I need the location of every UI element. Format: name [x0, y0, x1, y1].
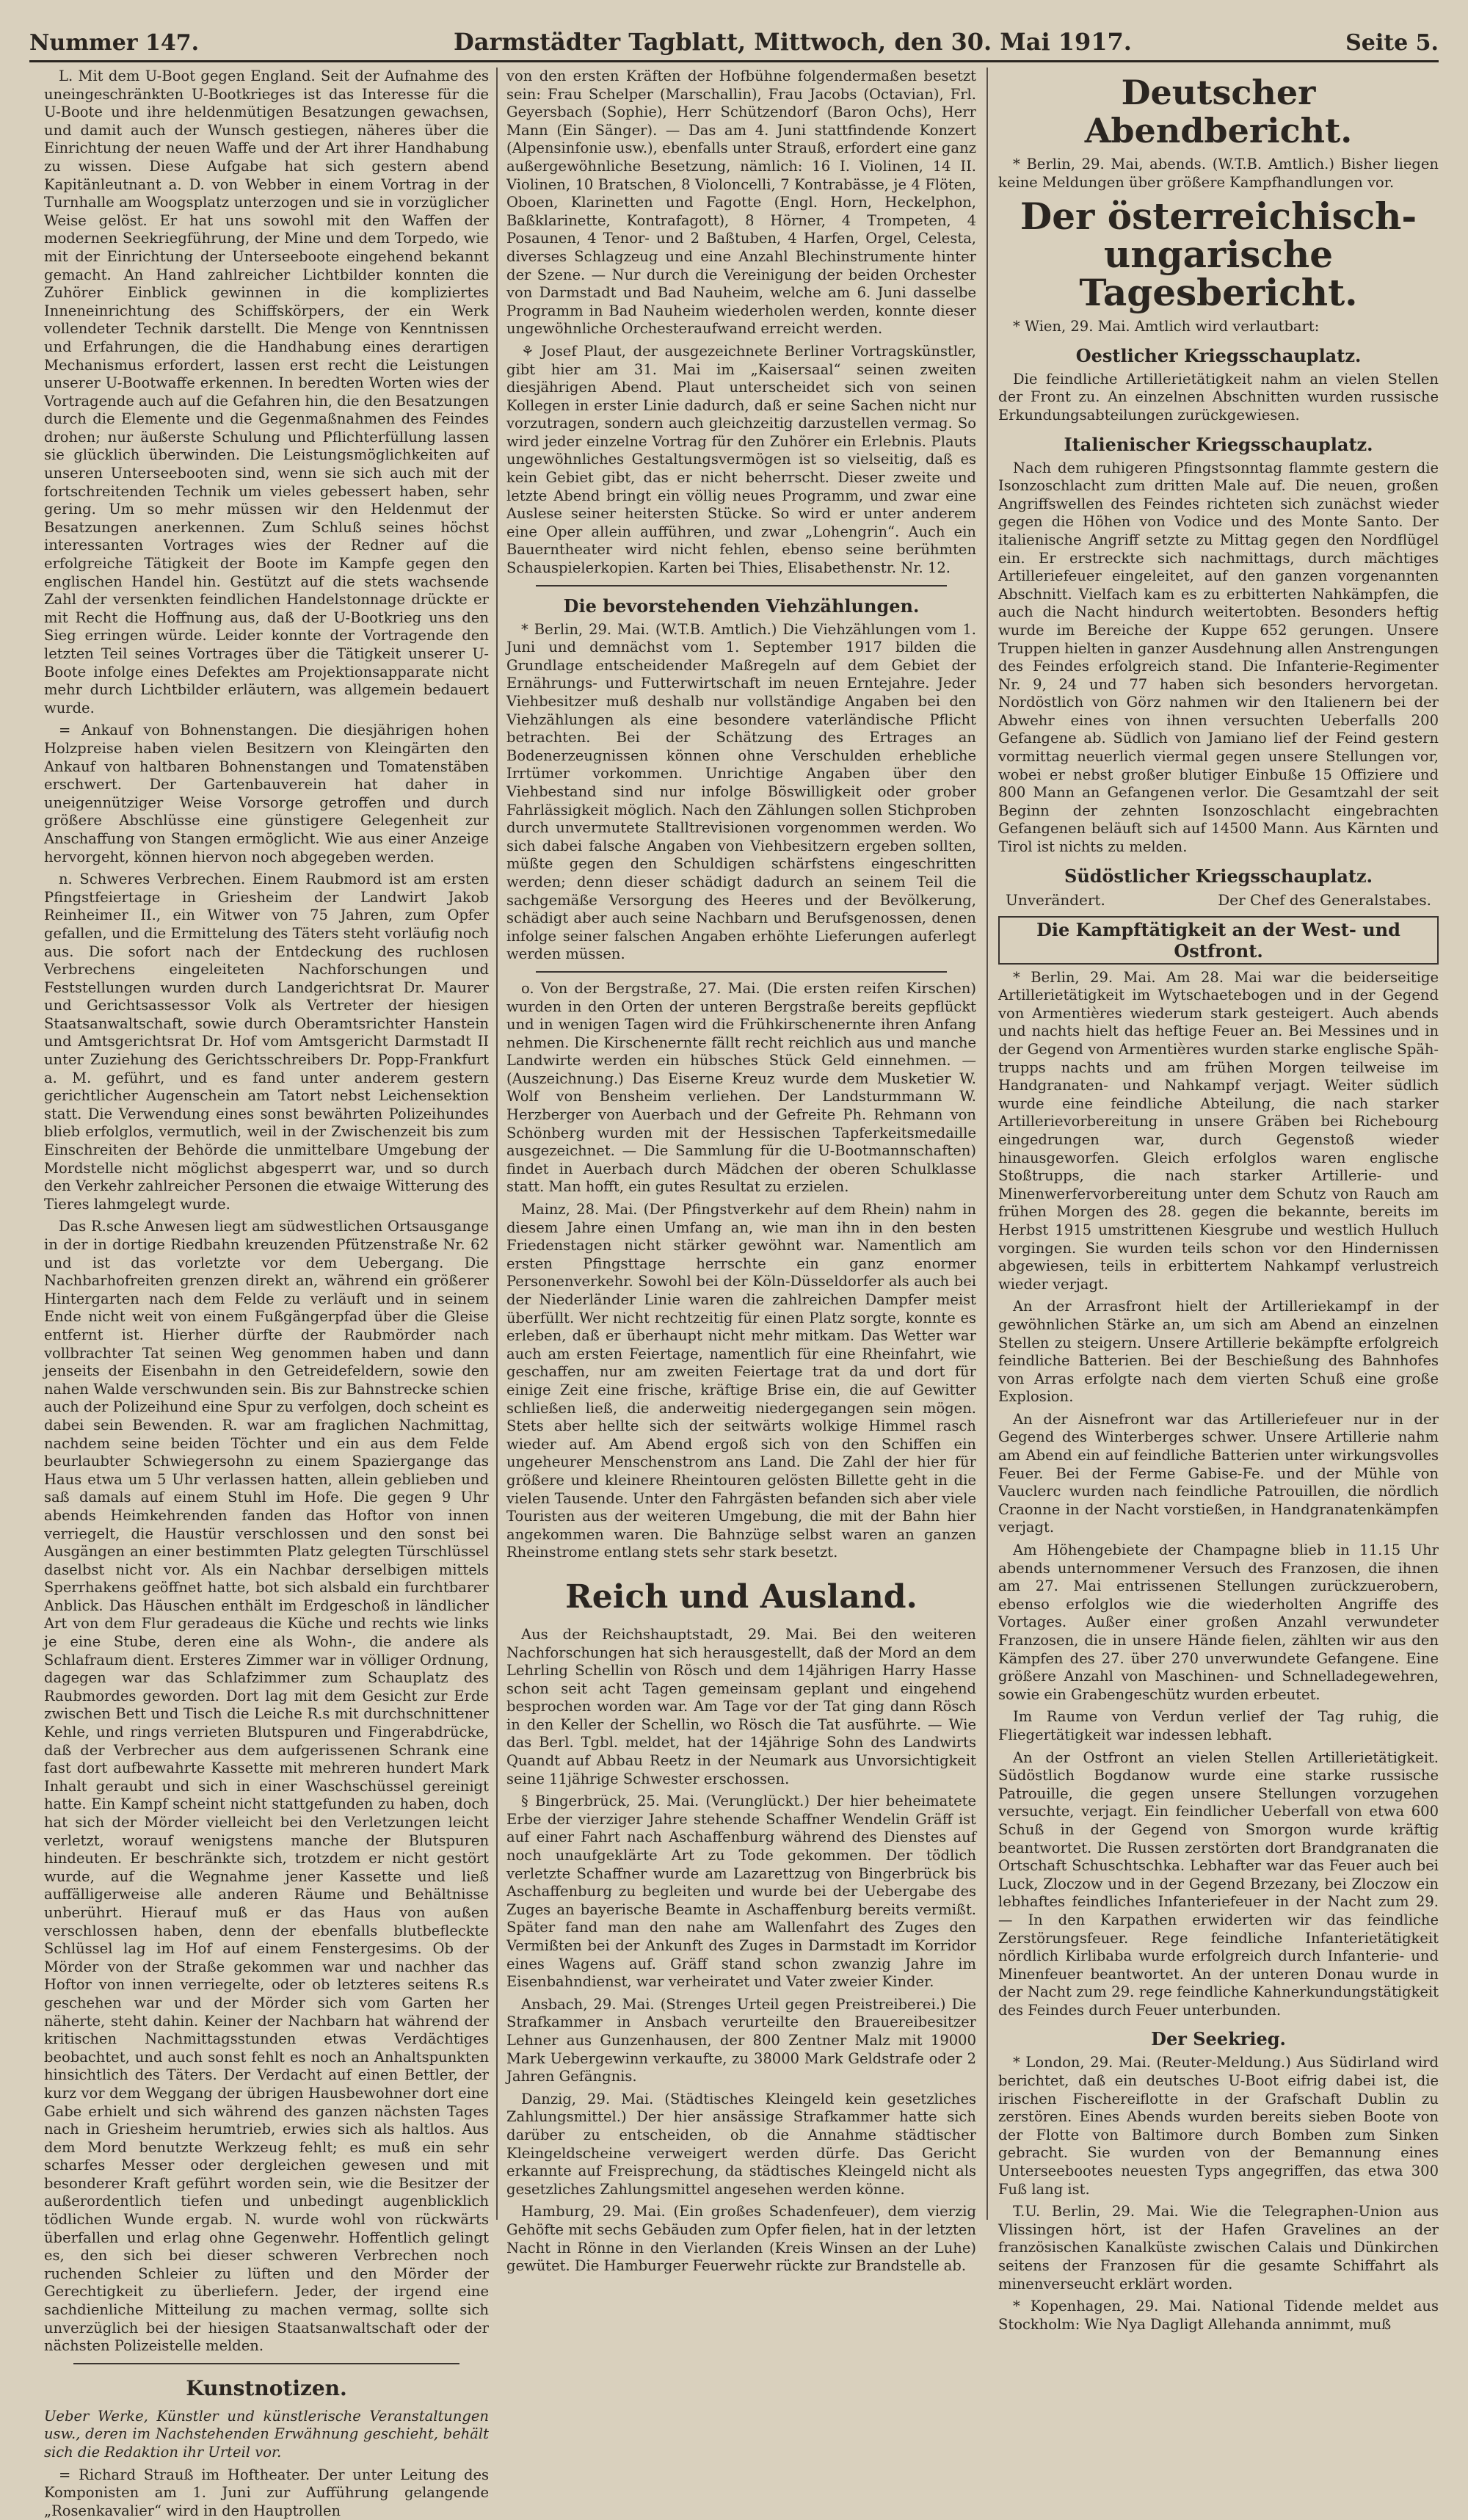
article-viehzaehlungen: * Berlin, 29. Mai. (W.T.B. Amtlich.) Die Viehzählungen vom 1. Juni und demnächst vom 1. September 1917 bilden die Grundlage entscheidender Maßregeln auf dem Gebiet der Ernährungs- und Futterwirtschaft im neuen Erntejahre. Jeder Viehbesitzer muß deshalb nur vollständige Angaben bei den Viehzählungen als eine besondere vaterländische Pflicht betrachten. Bei der Schätzung des Ertrages an Bodenerzeugnissen können ohne Verschulden erhebliche Irrtümer vorkommen. Unrichtige Angaben über den Viehbestand sind nur infolge Böswilligkeit oder grober Fahrlässigkeit möglich. Nach den Zählungen sollen Stichproben durch unvermutete Stalltrevisionen vorgenommen werden. Wo sich dabei falsche Angaben von Viehbesitzern ergeben sollten, müßte gegen den Schuldigen schärfstens eingeschritten werden; denn dieser schädigt dadurch an seinem Teil die sachgemäße Versorgung des Heeres und der Bevölkerung, schädigt aber auch seine Nachbarn und Berufsgenossen, denen infolge seiner falschen Angaben erhöhte Lieferungen auferlegt werden müssen. — [506, 620, 976, 963]
article-mainz: Mainz, 28. Mai. (Der Pfingstverkehr auf dem Rhein) nahm in diesem Jahre einen Umfang an, wie man ihn in den besten Friedenstagen nicht stärker gewöhnt war. Namentlich am ersten Pfingsttage herrschte ein ganz enormer Personenverkehr. Sowohl bei der Köln-Düsseldorfer als auch bei der Niederländer Linie waren die zahlreichen Dampfer meist überfüllt. Wer nicht rechtzeitig für einen Platz sorgte, konnte es erleben, daß er überhaupt nicht mehr mitkam. Das Wetter war auch am ersten Feiertage, namentlich für eine Rheinfahrt, wie geschaffen, nur am zweiten Feiertage trat da und dort für einige Zeit eine frische, kräftige Brise ein, die auf Gewitter schließen ließ, die anderweitig niedergegangen sein mögen. Stets aber hellte sich der seitwärts wolkige Himmel rasch wieder auf. Am Abend ergoß sich von den Schiffen ein ungeheurer Menschenstrom ans Land. Die Zahl der hier für größere und kleinere Rheintouren gelösten Billette geht in die vielen Tausende. Unter den Fahrgästen befanden sich aber viele Touristen aus der weiteren Umgebung, die mit der Bahn hier angekommen waren. Die Bahnzüge selbst waren an ganzen Rheinstrome entlang stets sehr stark besetzt. — [506, 1201, 976, 1561]
masthead — [29, 15, 1439, 56]
article-verbrechen: n. Schweres Verbrechen. Einem Raubmord ist am ersten Pfingstfeiertage in Griesheim der Landwirt Jakob Reinheimer II., ein Witwer von 75 Jahren, zum Opfer gefallen, und die Ermittelung des Täters steht vorläufig noch aus. Die sofort nach der Entdeckung des ruchlosen Verbrechens eingeleiteten Nachforschungen und Feststellungen wurden durch Landgerichtsrat Dr. Maurer und Gerichtsassessor Volk als Vertreter der hiesigen Staatsanwaltschaft, sowie durch Oberamtsrichter Hanstein und Amtsgerichtsrat Dr. Hof vom Amtsgericht Darmstadt II unter Zuziehung des Gerichtsschreibers Dr. Popp-Frankfurt a. M. geführt, und es fand unter anderem gestern gerichtlicher Augenschein am Tatort nebst Leichensektion statt. Die Verwendung eines sonst bewährten Polizeihundes blieb erfolglos, vermutlich, weil in der Zwischenzeit bis zum Einschreiten der Behörde die unmittelbare Umgebung der Mordstelle nicht möglichst abgesperrt war, und so durch den Verkehr zahlreicher Personen die etwaige Witterung des Tieres lahmgelegt wurde. — [44, 871, 489, 1213]
column-divider — [496, 68, 498, 2220]
article-ostfront: An der Ostfront an vielen Stellen Artillerietätigkeit. Südöstlich Bogdanow wurde eine starke russische Patrouille, die gegen unsere Stellungen vorzugehen versuchte, verjagt. Ein feindlicher Ueberfall von etwa 600 Schuß in der Gegend von Smorgon wurde kräftig beantwortet. Die Russen zerstörten dort Brandgranaten die Ortschaft Schuschtschka. Lebhafter war das Feuer auch bei Luck, Zloczow und in der Gegend Brzezany, bei Zloczow ein lebhaftes feindliches Infanteriefeuer in der Nacht zum 29. — In den Karpathen erwiderten wir das feindliche Zerstörungsfeuer. Rege feindliche Infanterietätigkeit nördlich Kirlibaba wurde erfolgreich durch Infanterie- und Minenfeuer beantwortet. An der unteren Donau wurde in der Nacht zum 29. rege feindliche Kahnerkundungstätigkeit des Feindes durch Feuer unterbunden. — [998, 1749, 1439, 2019]
article-verdun: Im Raume von Verdun verlief der Tag ruhig, die Fliegertätigkeit war indessen lebhaft. — [998, 1708, 1439, 1743]
article-westfront: * Berlin, 29. Mai. Am 28. Mai war die beiderseitige Artillerietätigkeit im Wytschaetebogen und in der Gegend von Armentières wiederum stark gesteigert. Auch abends und nachts hielt das heftige Feuer an. Bei Messines und in der Gegend von Armentières wurden starke englische Spähtrupps nachts und am frühen Morgen teilweise im Handgranaten- und Nahkampf verjagt. Weiter südlich wurde eine feindliche Abteilung, die nach starker Artillerievorbereitung in unsere Gräben bei Richebourg eingedrungen war, durch Gegenstoß wieder hinausgeworfen. Gleich erfolglos waren englische Stoßtrupps, die nach starker Artillerie- und Minenwerfervorbereitung unter dem Schutz von Rauch am frühen Morgen des 28. gegen die bekannte, bereits im Herbst 1915 umstrittenen Kiesgrube und westlich Hulluch vorgingen. Sie wurden teils schon vor den Hindernissen abgewiesen, teils in erbittertem Nahkampf verlustreich wieder verjagt. — [998, 968, 1439, 1293]
newspaper-title: Darmstädter Tagblatt, Mittwoch, den 30. Mai 1917. — [454, 28, 1132, 56]
article-italienisch: Nach dem ruhigeren Pfingstsonntag flammte gestern die Isonzoschlacht zum dritten Male auf. Die neuen, großen Angriffswellen des Feindes richteten sich zunächst wieder gegen die Höhen von Vodice und des Monte Santo. Der italienische Angriff setzte zu Mittag gegen den Nordflügel ein. Er erstreckte sich nachmittags, durch mächtiges Artilleriefeuer eingeleitet, auf den ganzen vorgenannten Abschnitt. Vielfach kam es zu erbitterten Nahkämpfen, die auch die Nacht hindurch weitertobten. Besonders heftig wurde im Bereiche der Kuppe 652 gerungen. Unsere Truppen hielten in ganzer Ausdehnung allen Anstrengungen des Feindes erfolgreich stand. Die Infanterie-Regimenter Nr. 9, 24 und 77 haben sich besonders hervorgetan. Nordöstlich von Görz nahmen wir den Italienern bei der Abwehr eines von ihnen versuchten Ueberfalls 200 Gefangene ab. Südlich von Jamiano lief der Feind gestern vormittag neuerlich viermal gegen unsere Stellungen vor, wobei er nebst großer blutiger Einbuße 15 Offiziere und 800 Mann an Gefangenen verlor. Die Gesamtzahl der seit Beginn der zehnten Isonzoschlacht eingebrachten Gefangenen beläuft sich auf 14500 Mann. Aus Kärnten und Tirol ist nichts zu melden. — [998, 459, 1439, 856]
headline-viehzaehlungen: Die bevorstehenden Viehzählungen. — [563, 595, 920, 617]
headline-suedoestlich: Südöstlicher Kriegsschauplatz. — [1064, 865, 1373, 887]
article-kopenhagen: * Kopenhagen, 29. Mai. National Tidende meldet aus Stockholm: Wie Nya Dagligt Allehanda annimmt, muß — [998, 2298, 1439, 2333]
column-1 — [44, 68, 489, 2519]
article-strauss: = Richard Strauß im Hoftheater. Der unter Leitung des Komponisten am 1. Juni zur Aufführung gelangende „Rosenkavalier“ wird in den Hauptrollen — [44, 2466, 489, 2519]
headline-oestlich: Oestlicher Kriegsschauplatz. — [1075, 344, 1362, 366]
section-kunstnotizen: Kunstnotizen. — [186, 2375, 347, 2400]
article-arras: An der Arrasfront hielt der Artilleriekampf in der gewöhnlichen Stärke an, um sich am Abend an einzelnen Stellen zu steigern. Unsere Artillerie bekämpfte erfolgreich feindliche Batterien. Bei der Beschießung des Bahnhofes von Arras erfolgte nach dem vierten Schuß eine große Explosion. — [998, 1298, 1439, 1406]
page-number: Seite 5. — [1345, 30, 1439, 56]
article-uboot: L. Mit dem U-Boot gegen England. Seit der Aufnahme des uneingeschränkten U-Bootkrieges ist das Interesse für die U-Boote und ihre heldenmütigen Besatzungen gewachsen, und damit auch der Wunsch gestiegen, näheres über die Einrichtung der neuen Waffe und der Art ihrer Handhabung zu wissen. Diese Aufgabe hat sich gestern abend Kapitänleutnant a. D. von Webber in einem Vortrag in der Turnhalle am Woogsplatz unterzogen und sie in vorzüglicher Weise gelöst. Er hat uns sowohl mit den Waffen der modernen Seekriegführung, der Mine und dem Torpedo, wie mit der Einrichtung der Unterseeboote eingehend bekannt gemacht. An Hand zahlreicher Lichtbilder konnten die Zuhörer Einblick gewinnen in die kompliziertes Inneneinrichtung des Schiffskörpers, der ein Werk vollendeter Technik darstellt. Die Menge von Kenntnissen und Erfahrungen, die die Handhabung eines derartigen Mechanismus erfordert, lassen erst recht die Leistungen unserer U-Bootwaffe erkennen. In beredten Worten wies der Vortragende auch auf die Gefahren hin, die den Besatzungen durch die Elemente und die Gegenmaßnahmen des Feindes drohen; nur äußerste Schulung und Pflichterfüllung lassen sie glücklich überwinden. Die Leistungsmöglichkeiten auf unseren Unterseebooten sind, wenn sie sich auch mit der fortschreitenden Technik um vieles gebessert haben, sehr gering. Um so mehr müssen wir den Heldenmut der Besatzungen anerkennen. Zum Schluß seines höchst interessanten Vortrages wies der Redner auf die erfolgreiche Tätigkeit der Boote im Kampfe gegen den englischen Handel hin. Gestützt auf die stets wachsende Zahl der versenkten feindlichen Handelstonnage drückte er mit Recht die Hoffnung aus, daß der U-Bootkrieg uns den Sieg erringen würde. Leider konnte der Vortragende den letzten Teil seines Vortrages über die Tätigkeit unserer U-Boote infolge eines Defektes am Projektionsapparate nicht mehr durch Lichtbilder erläutern, was allgemein bedauert wurde. — [44, 68, 489, 716]
article-bergstrasse: o. Von der Bergstraße, 27. Mai. (Die ersten reifen Kirschen) wurden in den Orten der unteren Bergstraße bereits gepflückt und in wenigen Tagen wird die Frühkirschenernte ihren Anfang nehmen. Die Kirschenernte fällt recht reichlich aus und manche Landwirte werden ein hübsches Stück Geld einnehmen. — (Auszeichnung.) Das Eiserne Kreuz wurde dem Musketier W. Wolf von Bensheim verliehen. Der Landsturmmann W. Herzberger von Auerbach und der Gefreite Ph. Rehmann von Schönberg wurden mit der Hessischen Tapferkeitsmedaille ausgezeichnet. — Die Sammlung für die U-Bootmannschaften) findet in Auerbach durch Mädchen der oberen Schulklasse statt. Man hofft, ein gutes Resultat zu erzielen. — [506, 979, 976, 1196]
signature-line — [998, 891, 1439, 909]
article-london: * London, 29. Mai. (Reuter-Meldung.) Aus Südirland wird berichtet, daß ein deutsches U-Boot eifrig dabei ist, die irischen Fischereiflotte in der Grafschaft Dublin zu zerstören. Eines Abends wurden bereits sieben Boote von der Flotte von Baltimore durch Bomben zum Sinken gebracht. Sie wurden von der Bemannung eines Unterseebootes neuesten Typs angegriffen, das etwa 300 Fuß lang ist. — [998, 2054, 1439, 2198]
issue-number: Nummer 147. — [29, 30, 200, 56]
signature-right: Der Chef des Generalstabes. — [1218, 890, 1431, 909]
article-abendbericht: * Berlin, 29. Mai, abends. (W.T.B. Amtlich.) Bisher liegen keine Meldungen über größere Kampfhandlungen vor. — [998, 156, 1439, 191]
article-oestlich: Die feindliche Artillerietätigkeit nahm an vielen Stellen der Front zu. An einzelnen Abschnitten wurden russische Erkundungsabteilungen zurückgewiesen. — [998, 370, 1439, 424]
article-plaut: ⚘ Josef Plaut, der ausgezeichnete Berliner Vortragskünstler, gibt hier am 31. Mai im „Kaisersaal“ seinen zweiten diesjährigen Abend. Plaut unterscheidet sich von seinen Kollegen in erster Linie dadurch, daß er seine Sachen nicht nur vorzutragen, sondern auch gleichzeitig darzustellen vermag. So wird jeder einzelne Vortrag für den Zuhörer ein Erlebnis. Plauts ungewöhnliches Gestaltungsvermögen ist so vielseitig, daß es kein Gebiet gibt, das er nicht beherrscht. Dieser zweite und letzte Abend bringt ein völlig neues Programm, und zwar eine Auslese seiner heitersten Stücke. So wird er unter anderem eine Oper allein aufführen, und zwar „Lohengrin“. Auch ein Bauerntheater wird nicht fehlen, ebenso seine berühmten Schauspielerkopien. Karten bei Thies, Elisabethenstr. Nr. 12. — [506, 342, 976, 577]
column-3 — [998, 68, 1439, 2333]
separator — [536, 971, 947, 973]
column-divider — [986, 68, 988, 2220]
masthead-rule — [29, 60, 1439, 62]
article-champagne: Am Höhengebiete der Champagne blieb in 11.15 Uhr abends unternommener Versuch des Franzosen, die ihnen am 27. Mai entrissenen Stellungen zurückzuerobern, ebenso erfolglos wie die wiederholten Angriffe des Vortages. Außer einer großen Anzahl verwundeter Franzosen, die in unsere Hände fielen, zählten wir aus den Kämpfen des 27. über 270 unverwundete Gefangene. Eine größere Anzahl von Maschinen- und Schnelladegewehren, sowie ein Grabengeschütz wurden erbeutet. — [998, 1542, 1439, 1703]
article-strauss-cont: von den ersten Kräften der Hofbühne folgendermaßen besetzt sein: Frau Schelper (Marschallin), Frau Jacobs (Octavian), Frl. Geyersbach (Sophie), Herr Schützendorf (Baron Ochs), Herr Mann (Ein Sänger). — Das am 4. Juni stattfindende Konzert (Alpensinfonie usw.), ebenfalls unter Strauß, erfordert eine ganz außergewöhnliche Besetzung, nämlich: 16 I. Violinen, 14 II. Violinen, 10 Bratschen, 8 Violoncelli, 7 Kontrabässe, je 4 Flöten, Oboen, Klarinetten und Fagotte (Engl. Horn, Heckelphon, Baßklarinette, Kontrafagott), 8 Hörner, 4 Trompeten, 4 Posaunen, 4 Tenor- und 2 Baßtuben, 4 Harfen, Orgel, Celesta, diverses Schlagzeug und eine Anzahl Blechinstrumente hinter der Szene. — Nur durch die Vereinigung der beiden Orchester von Darmstadt und Bad Nauheim, welche am 6. Juni dasselbe Programm in Bad Nauheim wiederholen werden, konnte dieser ungewöhnliche Orchesteraufwand erreicht werden. — [506, 68, 976, 338]
headline-seekrieg: Der Seekrieg. — [1151, 2028, 1286, 2050]
headline-italienisch: Italienischer Kriegsschauplatz. — [1064, 433, 1373, 455]
headline-oesterreich: Der österreichisch-ungarische Tagesbericht. — [1020, 195, 1417, 315]
article-telegraphen: T.U. Berlin, 29. Mai. Wie die Telegraphen-Union aus Vlissingen hört, ist der Hafen Gravelines an der französischen Kanalküste zwischen Calais und Dünkirchen seitens der Franzosen für die gesamte Schiffahrt als minenverseucht erklärt worden. — [998, 2203, 1439, 2292]
headline-kampftaetigkeit: Die Kampftätigkeit an der West- und Ostfront. — [998, 916, 1439, 965]
headline-abendbericht: Deutscher Abendbericht. — [1084, 73, 1353, 150]
article-wien: * Wien, 29. Mai. Amtlich wird verlautbart: — [1013, 318, 1320, 335]
section-reich-ausland: Reich und Ausland. — [565, 1577, 918, 1616]
separator — [73, 2363, 459, 2364]
article-verbrechen-cont: Das R.sche Anwesen liegt am südwestlichen Ortsausgange in der in dortige Riedbahn kreuzenden Pfützenstraße Nr. 62 und ist das vorletzte vor dem Uebergang. Die Nachbarhofreiten grenzen direkt an, während ein größerer Hintergarten nach dem Felde zu verläuft und in seinem Ende nicht weit von einem Fußgängerpfad über die Gleise entfernt ist. Hierher dürfte der Raubmörder nach vollbrachter Tat seinen Weg genommen haben und dann jenseits der Eisenbahn in den Getreidefeldern, sowie den nahen Walde verschwunden sein. Bis zur Bahnstrecke schien auch der Polizeihund eine Spur zu verfolgen, doch scheint es dabei sein Bewenden. R. war am fraglichen Nachmittag, nachdem seine beiden Töchter und ein aus dem Felde beurlaubter Schwiegersohn zu einem Spaziergange das Haus etwa um 5 Uhr verlassen hatten, allein geblieben und saß damals auf einem Stuhl im Hofe. Die gegen 9 Uhr abends Heimkehrenden fanden das Hoftor von innen verriegelt, die Haustür verschlossen und den sonst bei Ausgängen an einer bestimmten Platz gelegten Türschlüssel daselbst nicht vor. Als ein Nachbar derselbigen mittels Sperrhakens geöffnet hatte, bot sich alsbald ein furchtbarer Anblick. Das Häuschen enthält im Erdgeschoß in ländlicher Art von dem Flur geradeaus die Küche und rechts wie links je eine Stube, deren eine als Wohn-, die andere als Schlafraum dient. Ersteres Zimmer war in völliger Ordnung, dagegen war das Schlafzimmer zum Schauplatz des Raubmordes geworden. Dort lag mit dem Gesicht zur Erde zwischen Bett und Tisch die Leiche R.s mit durchschnittener Kehle, und rings verrieten Blutspuren und Fingerabdrücke, daß der Verbrecher aus dem aufgerissenen Schrank eine fast dort aufbewahrte Kassette mit mehreren hundert Mark Inhalt geraubt und sich in einer Waschschüssel gereinigt hatte. Ein Kampf scheint nicht stattgefunden zu haben, doch hat sich der Mörder vielleicht bei den Verletzungen leicht verletzt, worauf wenigstens manche der Blutspuren hindeuten. Er beschränkte sich, trotzdem er nicht gestört wurde, auf die Wegnahme jener Kassette und ließ auffälligerweise alle anderen Räume und Behältnisse unberührt. Hierauf muß er das Haus von außen verschlossen haben, denn der ebenfalls blutbefleckte Schlüssel lag im Hof auf einem Fenstergesims. Ob der Mörder von der Straße gekommen war und nachher das Hoftor von innen verriegelte, oder ob letzteres seitens R.s geschehen war und der Mörder sich vom Garten her näherte, steht dahin. Keiner der Nachbarn hat während der kritischen Nachmittagsstunden etwas Verdächtiges beobachtet, und auch sonst fehlt es noch an Anhaltspunkten hinsichtlich des Täters. Der Verdacht auf einen Bettler, der kurz vor dem Weggang der übrigen Hausbewohner dort eine Gabe erhielt und sich während des ganzen nächsten Tages nach in Griesheim herumtrieb, erwies sich als haltlos. Aus dem Mord benutzte Werkzeug fehlt; es muß ein sehr scharfes Messer oder dergleichen gewesen und mit besonderer Kraft geführt worden sein, wie die Besitzer der außerordentlich tiefen und unbedingt augenblicklich tödlichen Wunde ergab. N. wurde wohl von rückwärts überfallen und erlag ohne Gegenwehr. Hoffentlich gelingt es, den sich bei dieser schweren Verbrechen noch ruchenden Schleier zu lüften und den Mörder der Gerechtigkeit zu überliefern. Jeder, der irgend eine sachdienliche Mitteilung zu machen vermag, sollte sich unverzüglich bei der hiesigen Staatsanwaltschaft oder der nächsten Polizeistelle melden. — [44, 1218, 489, 2355]
editorial-note: Ueber Werke, Künstler und künstlerische Veranstaltungen usw., deren im Nachstehenden Erwähnung geschieht, behält sich die Redaktion ihr Urteil vor. — [44, 2407, 489, 2461]
article-bohnenstangen: = Ankauf von Bohnenstangen. Die diesjährigen hohen Holzpreise haben vielen Besitzern von Kleingärten den Ankauf von haltbaren Bohnenstangen und Tomatenstäben erschwert. Der Gartenbauverein hat daher in uneigennütziger Weise Vorsorge getroffen und durch größere Abschlüsse eine günstigere Gelegenheit zur Anschaffung von Stangen ermöglicht. Wie aus einer Anzeige hervorgeht, können hiervon noch abgegeben werden. — [44, 722, 489, 865]
article-aisne: An der Aisnefront war das Artilleriefeuer nur in der Gegend des Winterberges schwer. Unsere Artillerie nahm am Abend ein auf feindliche Batterien unter wirkungsvolles Feuer. Bei der Ferme Gabise-Fe. und der Mühle von Vauclerc wurden nach feindliche Patrouillen, die nördlich Craonne in der Nacht vorstießen, in Handgranatenkämpfen verjagt. — [998, 1410, 1439, 1536]
article-hamburg: Hamburg, 29. Mai. (Ein großes Schadenfeuer), dem vierzig Gehöfte mit sechs Gebäuden zum Opfer fielen, hat in der letzten Nacht in Rönne in den Vierlanden (Kreis Winsen an der Luhe) gewütet. Die Hamburger Feuerwehr rückte zur Brandstelle ab. — [506, 2203, 976, 2275]
column-2 — [506, 68, 976, 2275]
article-ansbach: Ansbach, 29. Mai. (Strenges Urteil gegen Preistreiberei.) Die Strafkammer in Ansbach verurteilte den Brauereibesitzer Lehner aus Gunzenhausen, der 800 Zentner Malz mit 19000 Mark Uebergewinn verkaufte, zu 38000 Mark Geldstrafe oder 2 Jahren Gefängnis. — [506, 1995, 976, 2085]
article-bingerbrueck: § Bingerbrück, 25. Mai. (Verunglückt.) Der hier beheimatete Erbe der vierziger Jahre stehende Schaffner Wendelin Gräff ist auf einer Fahrt nach Aschaffenburg während des Dienstes auf noch unaufgeklärte Art zu Tode gekommen. Der tödlich verletzte Schaffner wurde am Lazarettzug von Bingerbrück bis Aschaffenburg zu begleiten und wurde bei der Uebergabe des Zuges an bayerische Beamte in Aschaffenburg bereits vermißt. Später fand man den nahe am Wallenfahrt des Zuges den Vermißten bei der Ankunft des Zuges in Darmstadt im Korridor eines Wagens auf. Gräff stand schon zwanzig Jahre im Eisenbahndienst, war verheiratet und Vater zweier Kinder. — [506, 1793, 976, 1991]
article-reichshauptstadt: Aus der Reichshauptstadt, 29. Mai. Bei den weiteren Nachforschungen hat sich herausgestellt, daß der Mord an dem Lehrling Schellin von Rösch und dem 14jährigen Harry Hasse schon seit acht Tagen gemeinsam geplant und eingehend besprochen worden war. Am Tage vor der Tat ging dann Rösch in den Keller der Schellin, wo Rösch die Tat ausführte. — Wie das Berl. Tgbl. meldet, hat der 14jährige Sohn des Landwirts Quandt auf Abbau Reetz in der Neumark aus Unvorsichtigkeit seine 11jährige Schwester erschossen. — [506, 1625, 976, 1787]
separator — [536, 585, 947, 587]
signature-left: Unverändert. — [1006, 890, 1105, 909]
article-danzig: Danzig, 29. Mai. (Städtisches Kleingeld kein gesetzliches Zahlungsmittel.) Der hier ansässige Strafkammer hatte sich darüber zu entscheiden, ob die Annahme städtischer Kleingeldscheine verweigert werden dürfe. Das Gericht erkannte auf Freisprechung, da städtisches Kleingeld nicht als gesetzliches Zahlungsmittel angesehen werden könne. — [506, 2090, 976, 2198]
